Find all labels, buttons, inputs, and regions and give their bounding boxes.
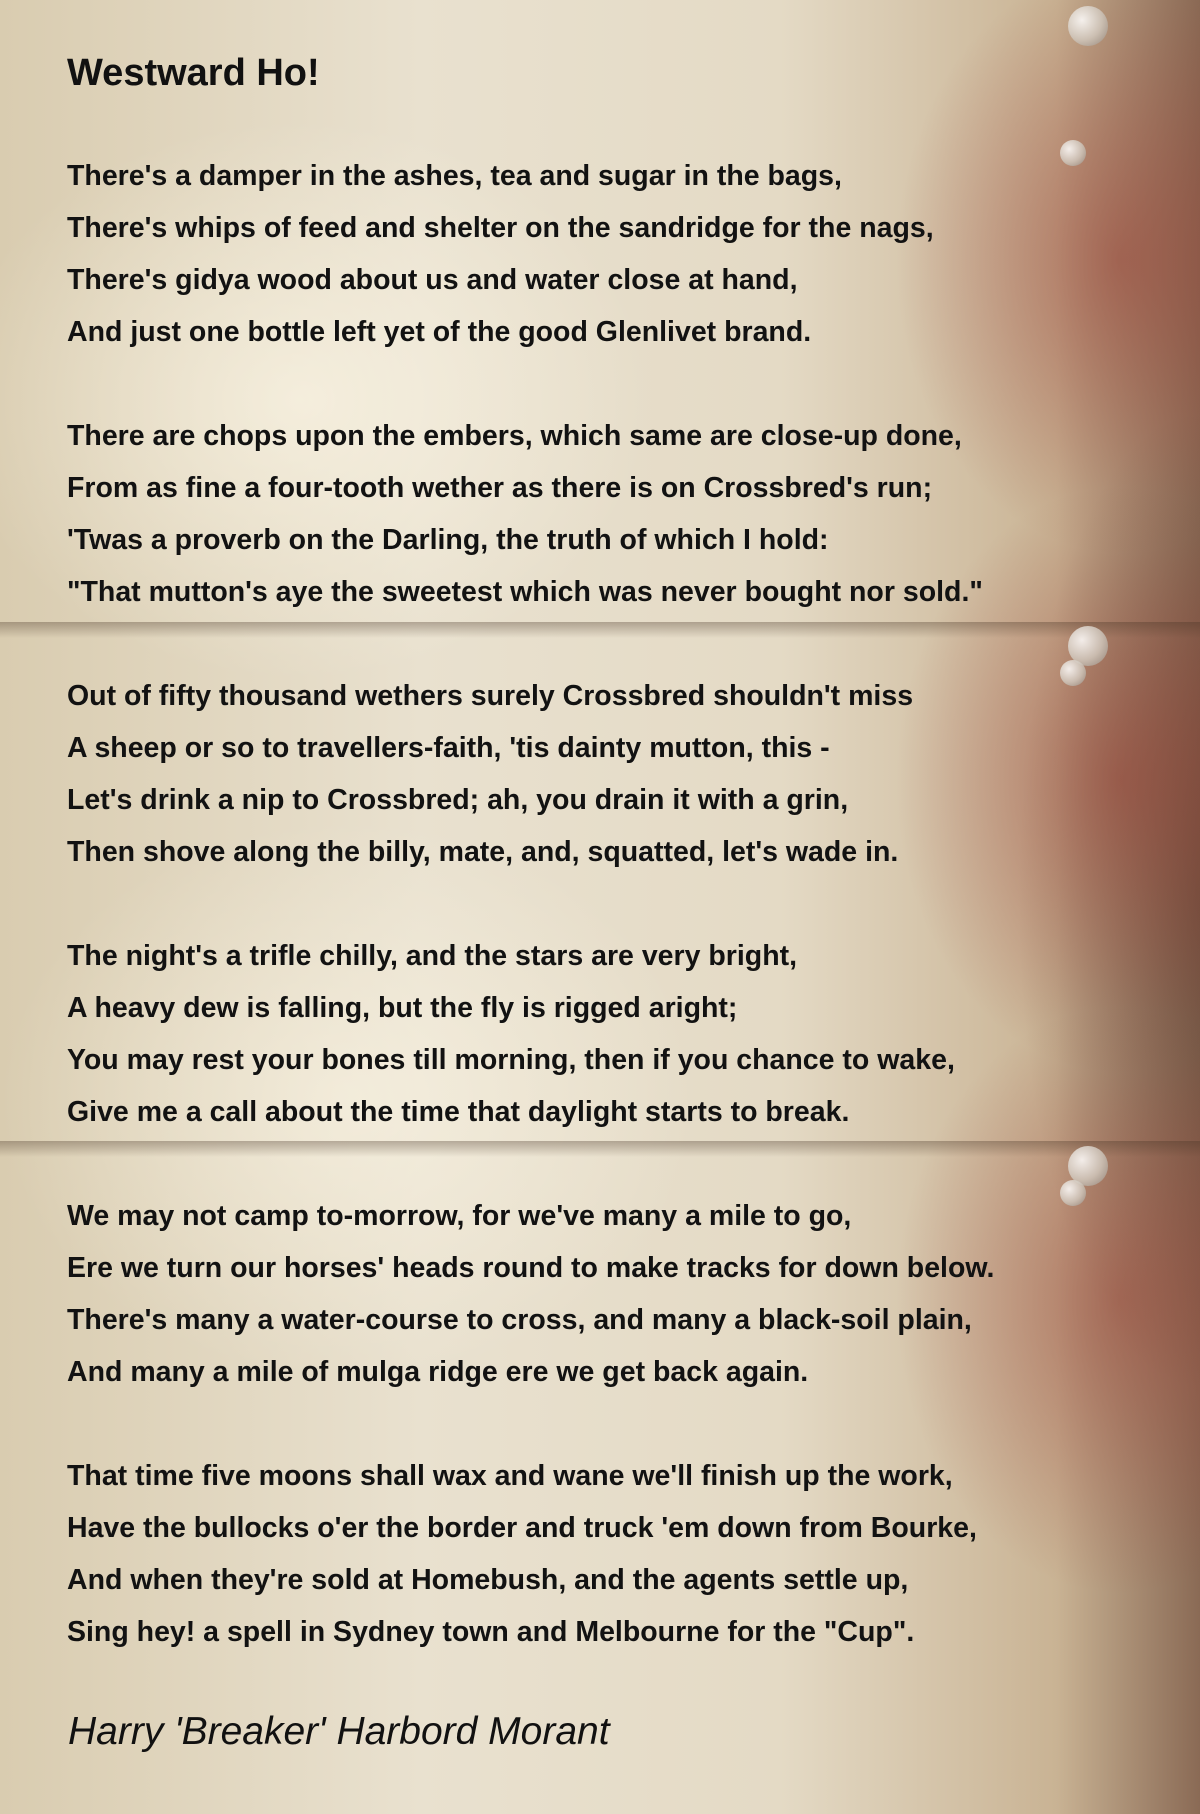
poem-line: And just one bottle left yet of the good Glenlivet brand.	[67, 316, 812, 348]
poem-line: Let's drink a nip to Crossbred; ah, you drain it with a grin,	[67, 784, 849, 816]
stanza	[67, 1450, 1177, 1658]
poem-title: Westward Ho!	[67, 52, 320, 94]
poem-line: From as fine a four-tooth wether as there is on Crossbred's run;	[67, 472, 933, 504]
poem-line: We may not camp to-morrow, for we've many a mile to go,	[67, 1200, 852, 1232]
poem-line: Have the bullocks o'er the border and truck 'em down from Bourke,	[67, 1512, 977, 1544]
poem-line: Give me a call about the time that daylight starts to break.	[67, 1096, 850, 1128]
poem-line: Sing hey! a spell in Sydney town and Melbourne for the "Cup".	[67, 1616, 915, 1648]
poem-line: There are chops upon the embers, which same are close-up done,	[67, 420, 962, 452]
poem-line: And many a mile of mulga ridge ere we get back again.	[67, 1356, 809, 1388]
poem-body	[67, 150, 1177, 1710]
poem-line: There's a damper in the ashes, tea and sugar in the bags,	[67, 160, 842, 192]
poem-line: You may rest your bones till morning, then if you chance to wake,	[67, 1044, 955, 1076]
poem-line: Then shove along the billy, mate, and, squatted, let's wade in.	[67, 836, 899, 868]
poem-line: A sheep or so to travellers-faith, 'tis dainty mutton, this -	[67, 732, 830, 764]
poem-line: There's many a water-course to cross, and many a black-soil plain,	[67, 1304, 972, 1336]
poem-author: Harry 'Breaker' Harbord Morant	[68, 1710, 610, 1753]
stanza	[67, 1190, 1177, 1398]
stanza	[67, 150, 1177, 358]
poem-line: 'Twas a proverb on the Darling, the truth of which I hold:	[67, 524, 829, 556]
poem-line: "That mutton's aye the sweetest which was never bought nor sold."	[67, 576, 983, 608]
stanza	[67, 930, 1177, 1138]
poem-line: And when they're sold at Homebush, and the agents settle up,	[67, 1564, 909, 1596]
poem-line: There's gidya wood about us and water close at hand,	[67, 264, 798, 296]
poem-line: There's whips of feed and shelter on the sandridge for the nags,	[67, 212, 934, 244]
stanza	[67, 670, 1177, 878]
poem-line: Ere we turn our horses' heads round to make tracks for down below.	[67, 1252, 995, 1284]
poem-line: The night's a trifle chilly, and the stars are very bright,	[67, 940, 798, 972]
decorative-pearl	[1068, 6, 1108, 46]
poem-line: That time five moons shall wax and wane we'll finish up the work,	[67, 1460, 953, 1492]
stanza	[67, 410, 1177, 618]
poem-line: Out of fifty thousand wethers surely Crossbred shouldn't miss	[67, 680, 914, 712]
poem-line: A heavy dew is falling, but the fly is rigged aright;	[67, 992, 738, 1024]
